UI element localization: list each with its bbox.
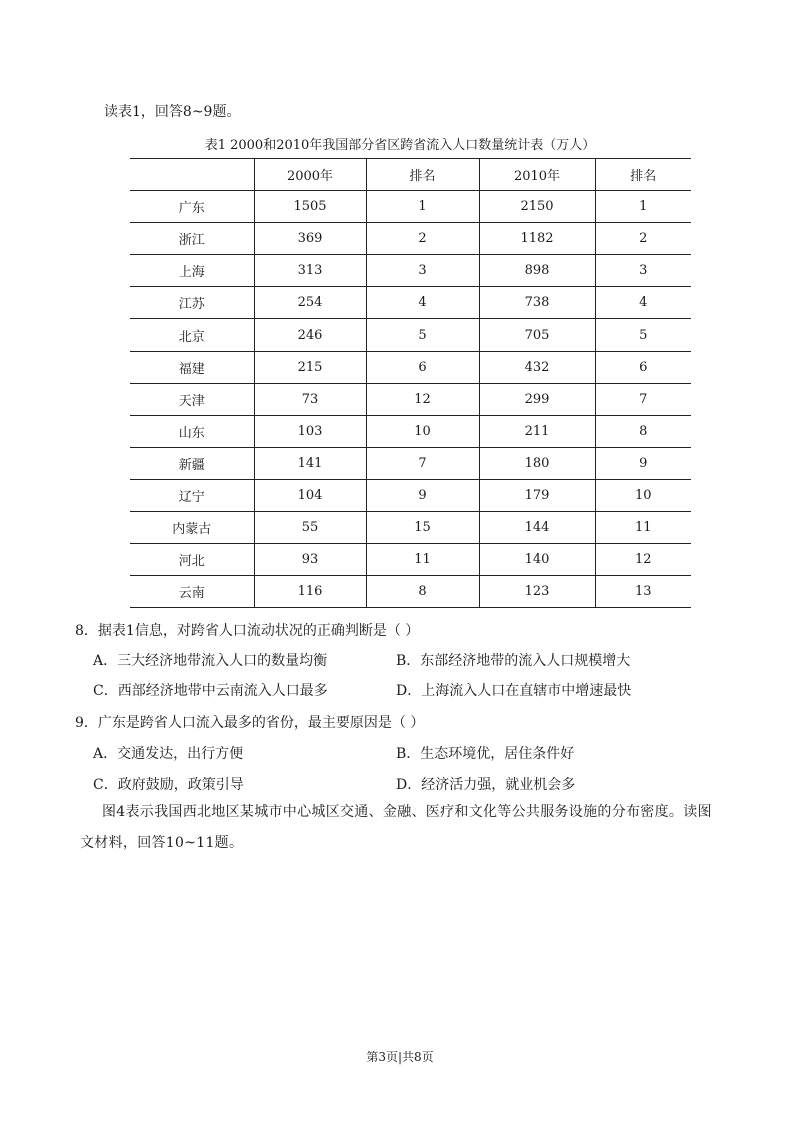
province-cell: 江苏 [130, 287, 254, 319]
value-cell: 4 [595, 287, 691, 319]
question-8-stem: 8．据表1信息，对跨省人口流动状况的正确判断是（ ） [75, 623, 420, 639]
value-cell: 7 [595, 383, 691, 415]
value-cell: 9 [595, 447, 691, 479]
figure-intro-paragraph: 图4表示我国西北地区某城市中心城区交通、金融、医疗和文化等公共服务设施的分布密度。读图文材料，回答10~11题。 [80, 804, 712, 851]
value-cell: 6 [366, 351, 479, 383]
value-cell: 1 [366, 191, 479, 223]
value-cell: 10 [366, 415, 479, 447]
value-cell: 1 [595, 191, 691, 223]
table-row [130, 255, 691, 287]
value-cell: 116 [254, 576, 366, 608]
value-cell: 215 [254, 351, 366, 383]
value-cell: 15 [366, 512, 479, 544]
value-cell: 140 [479, 544, 595, 576]
table-row [130, 287, 691, 319]
table-row [130, 351, 691, 383]
header-cell: 排名 [595, 159, 691, 191]
value-cell: 12 [595, 544, 691, 576]
q9-option-d: D．经济活力强，就业机会多 [396, 777, 576, 793]
value-cell: 246 [254, 319, 366, 351]
province-cell: 云南 [130, 576, 254, 608]
table-intro: 读表1，回答8~9题。 [104, 104, 241, 120]
table-row [130, 447, 691, 479]
table-row [130, 319, 691, 351]
table-row [130, 223, 691, 255]
value-cell: 13 [595, 576, 691, 608]
q9-option-c: C．政府鼓励，政策引导 [93, 777, 244, 793]
value-cell: 2150 [479, 191, 595, 223]
header-cell: 排名 [366, 159, 479, 191]
value-cell: 7 [366, 447, 479, 479]
q8-option-d: D．上海流入人口在直辖市中增速最快 [396, 683, 632, 699]
value-cell: 369 [254, 223, 366, 255]
header-cell: 2010年 [479, 159, 595, 191]
question-9-stem: 9．广东是跨省人口流入最多的省份，最主要原因是（ ） [75, 715, 425, 731]
province-cell: 内蒙古 [130, 512, 254, 544]
province-cell: 浙江 [130, 223, 254, 255]
value-cell: 12 [366, 383, 479, 415]
value-cell: 11 [366, 544, 479, 576]
value-cell: 10 [595, 479, 691, 511]
value-cell: 1182 [479, 223, 595, 255]
province-cell: 福建 [130, 351, 254, 383]
value-cell: 211 [479, 415, 595, 447]
q8-option-a: A．三大经济地带流入人口的数量均衡 [93, 653, 328, 669]
value-cell: 2 [366, 223, 479, 255]
table-caption: 表1 2000和2010年我国部分省区跨省流入人口数量统计表（万人） [204, 138, 596, 153]
province-cell: 北京 [130, 319, 254, 351]
province-cell: 辽宁 [130, 479, 254, 511]
value-cell: 3 [595, 255, 691, 287]
value-cell: 705 [479, 319, 595, 351]
value-cell: 1505 [254, 191, 366, 223]
value-cell: 55 [254, 512, 366, 544]
value-cell: 738 [479, 287, 595, 319]
value-cell: 4 [366, 287, 479, 319]
province-cell: 山东 [130, 415, 254, 447]
value-cell: 104 [254, 479, 366, 511]
table-row [130, 512, 691, 544]
value-cell: 144 [479, 512, 595, 544]
province-cell: 新疆 [130, 447, 254, 479]
province-cell: 河北 [130, 544, 254, 576]
value-cell: 141 [254, 447, 366, 479]
province-cell: 上海 [130, 255, 254, 287]
value-cell: 6 [595, 351, 691, 383]
value-cell: 9 [366, 479, 479, 511]
value-cell: 8 [595, 415, 691, 447]
value-cell: 180 [479, 447, 595, 479]
value-cell: 299 [479, 383, 595, 415]
value-cell: 103 [254, 415, 366, 447]
value-cell: 254 [254, 287, 366, 319]
q8-option-c: C．西部经济地带中云南流入人口最多 [93, 683, 328, 699]
value-cell: 123 [479, 576, 595, 608]
table-body [130, 159, 691, 608]
value-cell: 2 [595, 223, 691, 255]
table-header-row [130, 159, 691, 191]
page-footer: 第3页|共8页 [366, 1050, 434, 1064]
value-cell: 73 [254, 383, 366, 415]
province-cell: 天津 [130, 383, 254, 415]
population-table [130, 158, 691, 608]
table-row [130, 415, 691, 447]
value-cell: 8 [366, 576, 479, 608]
value-cell: 432 [479, 351, 595, 383]
value-cell: 313 [254, 255, 366, 287]
value-cell: 5 [595, 319, 691, 351]
value-cell: 93 [254, 544, 366, 576]
table-row [130, 383, 691, 415]
table-row [130, 544, 691, 576]
q8-option-b: B．东部经济地带的流入人口规模增大 [396, 653, 631, 669]
header-cell: 2000年 [254, 159, 366, 191]
value-cell: 5 [366, 319, 479, 351]
value-cell: 898 [479, 255, 595, 287]
province-cell: 广东 [130, 191, 254, 223]
q9-option-b: B．生态环境优，居住条件好 [396, 746, 575, 762]
table-row [130, 479, 691, 511]
table-row [130, 576, 691, 608]
value-cell: 179 [479, 479, 595, 511]
value-cell: 3 [366, 255, 479, 287]
table-row [130, 191, 691, 223]
q9-option-a: A．交通发达，出行方便 [93, 746, 244, 762]
header-cell [130, 159, 254, 191]
value-cell: 11 [595, 512, 691, 544]
